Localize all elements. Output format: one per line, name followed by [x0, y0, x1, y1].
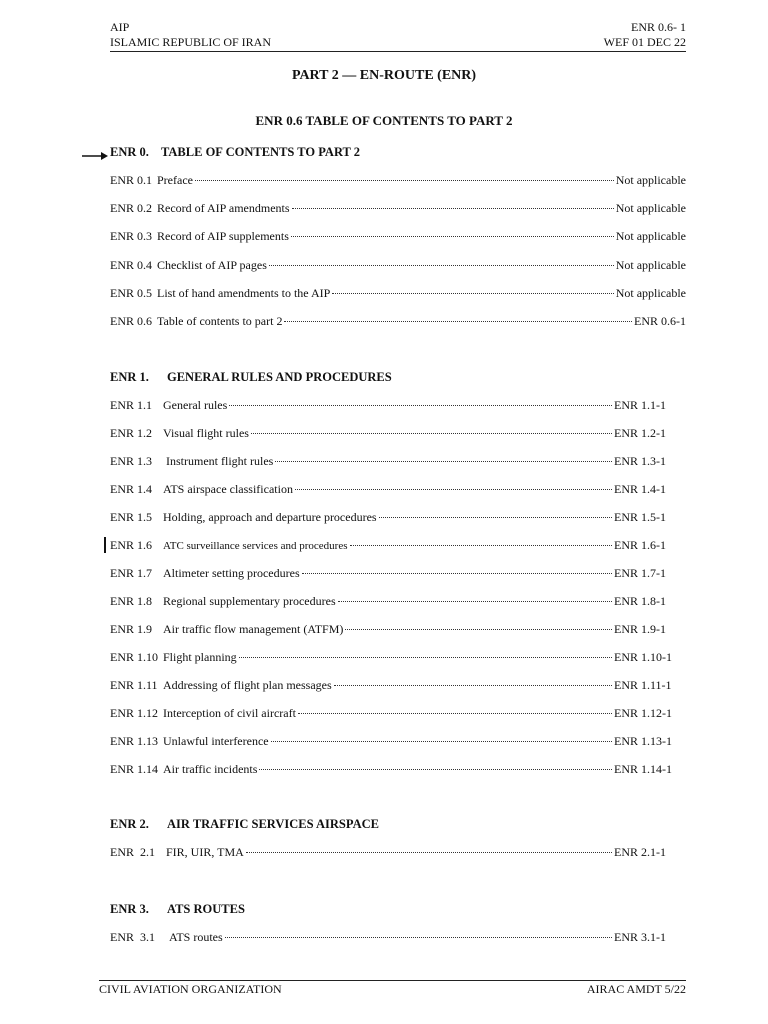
entry-page: ENR 1.1-1 — [614, 398, 666, 412]
entry-title: Altimeter setting procedures — [163, 566, 300, 580]
header-page-ref: ENR 0.6- 1 — [631, 20, 686, 34]
entry-page: Not applicable — [615, 229, 686, 243]
entry-title: Record of AIP supplements — [157, 229, 289, 243]
header-effective-date: WEF 01 DEC 22 — [603, 35, 686, 49]
toc-entry-enr-1-13[interactable] — [110, 734, 686, 750]
toc-entry-enr-1-9[interactable] — [110, 622, 686, 638]
dot-leader — [251, 433, 612, 434]
toc-entry-enr-0-4[interactable] — [110, 258, 686, 274]
entry-title: Visual flight rules — [163, 426, 249, 440]
footer-organization: CIVIL AVIATION ORGANIZATION — [99, 982, 282, 996]
entry-code: ENR 1.3 — [110, 454, 152, 468]
toc-entry-enr-1-2[interactable] — [110, 426, 686, 442]
entry-page: ENR 1.14-1 — [614, 762, 672, 776]
entry-code: ENR 2.1 — [110, 845, 155, 859]
entry-title: ATC surveillance services and procedures — [163, 540, 348, 552]
entry-code: ENR 1.13 — [110, 734, 158, 748]
header-rule — [110, 51, 686, 52]
section-number: ENR 1. — [110, 370, 149, 384]
part-title: PART 2 — EN-ROUTE (ENR) — [291, 68, 477, 83]
dot-leader — [291, 236, 614, 237]
dot-leader — [229, 405, 612, 406]
dot-leader — [275, 461, 612, 462]
dot-leader — [338, 601, 612, 602]
entry-title: Preface — [157, 173, 193, 187]
dot-leader — [295, 489, 612, 490]
entry-page: ENR 0.6-1 — [634, 314, 686, 328]
toc-entry-enr-1-10[interactable] — [110, 650, 686, 666]
entry-code: ENR 0.5 — [110, 286, 152, 300]
entry-page: Not applicable — [615, 201, 686, 215]
toc-entry-enr-2-1[interactable] — [110, 845, 686, 861]
dot-leader — [246, 852, 612, 853]
section-heading-enr1 — [110, 370, 392, 385]
entry-code: ENR 1.6 — [110, 538, 152, 552]
dot-leader — [225, 937, 612, 938]
toc-entry-enr-1-6[interactable] — [110, 538, 686, 554]
section-title: TABLE OF CONTENTS TO PART 2 — [161, 145, 361, 159]
toc-entry-enr-1-4[interactable] — [110, 482, 686, 498]
toc-entry-enr-1-14[interactable] — [110, 762, 686, 778]
entry-code: ENR 0.2 — [110, 201, 152, 215]
entry-title: Interception of civil aircraft — [163, 706, 296, 720]
entry-title: Checklist of AIP pages — [157, 258, 267, 272]
entry-page: Not applicable — [615, 258, 686, 272]
entry-code: ENR 1.4 — [110, 482, 152, 496]
entry-page: ENR 1.13-1 — [614, 734, 672, 748]
entry-title: Air traffic incidents — [163, 762, 258, 776]
entry-page: ENR 1.5-1 — [614, 510, 666, 524]
entry-page: ENR 1.2-1 — [614, 426, 666, 440]
entry-title: Regional supplementary procedures — [163, 594, 336, 608]
section-title: ATS ROUTES — [167, 902, 245, 916]
dot-leader — [332, 293, 613, 294]
entry-page: ENR 2.1-1 — [614, 845, 666, 859]
toc-entry-enr-1-3[interactable] — [110, 454, 686, 470]
entry-title: Addressing of flight plan messages — [163, 678, 332, 692]
toc-entry-enr-0-1[interactable] — [110, 173, 686, 189]
entry-page: ENR 1.6-1 — [614, 538, 666, 552]
dot-leader — [379, 517, 612, 518]
dot-leader — [345, 629, 612, 630]
entry-code: ENR 1.1 — [110, 398, 152, 412]
header-left — [110, 20, 271, 50]
section-number: ENR 2. — [110, 817, 149, 831]
toc-entry-enr-3-1[interactable] — [110, 930, 686, 946]
entry-code: ENR 3.1 — [110, 930, 155, 944]
entry-page: ENR 1.4-1 — [614, 482, 666, 496]
toc-entry-enr-1-8[interactable] — [110, 594, 686, 610]
dot-leader — [269, 265, 614, 266]
header-right — [604, 20, 686, 50]
entry-page: ENR 3.1-1 — [614, 930, 666, 944]
entry-title: Holding, approach and departure procedures — [163, 510, 377, 524]
dot-leader — [298, 713, 612, 714]
section-number: ENR 3. — [110, 902, 149, 916]
entry-code: ENR 1.11 — [110, 678, 158, 692]
entry-title: Unlawful interference — [163, 734, 269, 748]
entry-code: ENR 1.12 — [110, 706, 158, 720]
entry-code: ENR 0.1 — [110, 173, 152, 187]
dot-leader — [271, 741, 612, 742]
toc-entry-enr-1-5[interactable] — [110, 510, 686, 526]
entry-page: Not applicable — [615, 173, 686, 187]
entry-title: Air traffic flow management (ATFM) — [163, 622, 344, 636]
header-country: ISLAMIC REPUBLIC OF IRAN — [110, 35, 272, 49]
entry-title: Flight planning — [163, 650, 237, 664]
dot-leader — [259, 769, 612, 770]
entry-page: ENR 1.10-1 — [614, 650, 672, 664]
entry-code: ENR 1.2 — [110, 426, 152, 440]
entry-page: ENR 1.11-1 — [614, 678, 672, 692]
entry-page: ENR 1.3-1 — [614, 454, 666, 468]
toc-entry-enr-1-11[interactable] — [110, 678, 686, 694]
entry-code: ENR 0.3 — [110, 229, 152, 243]
entry-page: Not applicable — [615, 286, 686, 300]
toc-entry-enr-0-2[interactable] — [110, 201, 686, 217]
toc-entry-enr-0-6[interactable] — [110, 314, 686, 330]
dot-leader — [334, 685, 612, 686]
toc-entry-enr-1-1[interactable] — [110, 398, 686, 414]
entry-title: Table of contents to part 2 — [157, 314, 283, 328]
section-title: GENERAL RULES AND PROCEDURES — [167, 370, 392, 384]
entry-title: Record of AIP amendments — [157, 201, 290, 215]
entry-page: ENR 1.9-1 — [614, 622, 666, 636]
dot-leader — [350, 545, 613, 546]
toc-entry-enr-0-5[interactable] — [110, 286, 686, 302]
dot-leader — [292, 208, 614, 209]
entry-title: List of hand amendments to the AIP — [157, 286, 331, 300]
entry-code: ENR 1.5 — [110, 510, 152, 524]
arrow-right-icon — [82, 151, 108, 161]
section-title: AIR TRAFFIC SERVICES AIRSPACE — [167, 817, 379, 831]
entry-page: ENR 1.7-1 — [614, 566, 666, 580]
entry-code: ENR 1.9 — [110, 622, 152, 636]
dot-leader — [302, 573, 612, 574]
footer-amendment: AIRAC AMDT 5/22 — [586, 982, 686, 996]
dot-leader — [195, 180, 614, 181]
entry-code: ENR 1.14 — [110, 762, 158, 776]
dot-leader — [284, 321, 632, 322]
toc-entry-enr-1-12[interactable] — [110, 706, 686, 722]
entry-page: ENR 1.8-1 — [614, 594, 666, 608]
section-heading-enr3 — [110, 902, 245, 917]
section-number: ENR 0. — [110, 145, 149, 159]
entry-page: ENR 1.12-1 — [614, 706, 672, 720]
footer-rule — [99, 980, 686, 981]
entry-code: ENR 1.7 — [110, 566, 152, 580]
entry-title: Instrument flight rules — [163, 454, 274, 468]
toc-title: ENR 0.6 TABLE OF CONTENTS TO PART 2 — [255, 113, 513, 128]
toc-entry-enr-0-3[interactable] — [110, 229, 686, 245]
header-doc-type: AIP — [110, 20, 130, 34]
entry-title: FIR, UIR, TMA — [166, 845, 244, 859]
section-heading-enr0 — [110, 145, 360, 160]
entry-title: ATS routes — [169, 930, 223, 944]
section-heading-enr2 — [110, 817, 379, 832]
entry-code: ENR 0.6 — [110, 314, 152, 328]
toc-entry-enr-1-7[interactable] — [110, 566, 686, 582]
dot-leader — [239, 657, 612, 658]
entry-code: ENR 1.10 — [110, 650, 158, 664]
entry-code: ENR 1.8 — [110, 594, 152, 608]
entry-title: General rules — [163, 398, 228, 412]
entry-title: ATS airspace classification — [163, 482, 293, 496]
entry-code: ENR 0.4 — [110, 258, 152, 272]
change-bar — [104, 537, 106, 553]
